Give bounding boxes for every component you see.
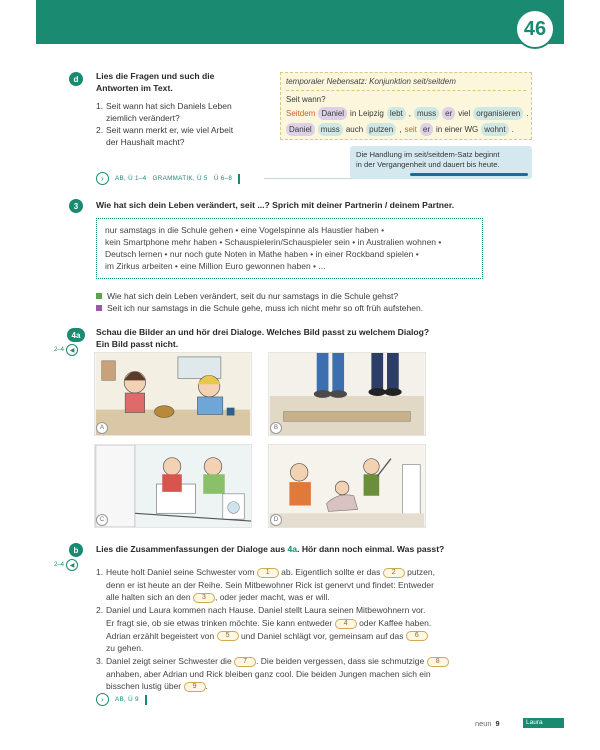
footer-label: Laura xyxy=(523,718,564,728)
living-room-scene-icon xyxy=(269,445,425,527)
gap-3[interactable]: 3 xyxy=(193,593,215,603)
summary-item: 3. Daniel zeigt seiner Schwester die 7 . Die beiden vergessen, dass sie schmutzige 8 anhaben, aber Adrian und Rick bleiben ganz cool. Die beiden Jungen machen sich ein bisschen lustig über 9 . xyxy=(96,655,481,693)
picture-b xyxy=(268,352,426,436)
task-3-marker: 3 xyxy=(69,199,83,213)
gap-2[interactable]: 2 xyxy=(383,568,405,578)
task-b-reference[interactable]: › AB, Ü 9 xyxy=(96,693,147,706)
purple-square-icon xyxy=(96,305,102,311)
phrase-line: Deutsch lernen • nur noch gute Noten in Mathe haben • in einer Rockband spielen • xyxy=(105,249,419,259)
arrow-right-icon: › xyxy=(96,693,109,706)
picture-label: B xyxy=(270,422,282,434)
grammar-sentence-1: Seitdem Daniel in Leipzig lebt , muss er viel organisieren . xyxy=(286,108,529,118)
question-item: 2. Seit wann merkt er, wie viel Arbeit der Haushalt macht? xyxy=(96,125,234,147)
bathroom-scene-icon xyxy=(95,445,251,527)
gap-8[interactable]: 8 xyxy=(427,657,449,667)
task-4a-marker: 4a xyxy=(67,328,85,342)
picture-a xyxy=(94,352,252,436)
phrase-line: kein Smartphone mehr haben • Schauspielerin/Schauspieler sein • in Australien wohnen • xyxy=(105,237,442,247)
header-band xyxy=(36,0,564,44)
grammar-sentence-2: Daniel muss auch putzen , seit er in einer WG wohnt . xyxy=(286,121,526,137)
arrow-right-icon: › xyxy=(96,172,109,185)
gap-1[interactable]: 1 xyxy=(257,568,279,578)
page-number: 46 xyxy=(515,9,555,49)
summary-list xyxy=(96,566,481,693)
grammar-box: temporaler Nebensatz: Konjunktion seit/seitdem Seit wann? Seitdem Daniel in Leipzig lebt , muss er viel organisieren . Daniel muss auch putzen , seit er in einer WG wohnt . xyxy=(280,72,532,140)
task-4a-title: Schau die Bilder an und hör drei Dialoge. Welches Bild passt zu welchem Dialog? Ein Bild passt nicht. xyxy=(96,327,430,349)
divider xyxy=(145,695,147,705)
page-footer: neun 9 xyxy=(475,719,500,728)
task-d-marker: d xyxy=(69,72,83,86)
picture-d xyxy=(268,444,426,528)
task-3-title: Wie hat sich dein Leben verändert, seit ...? Sprich mit deiner Partnerin / deinem Partner. xyxy=(96,200,455,210)
gap-7[interactable]: 7 xyxy=(234,657,256,667)
green-square-icon xyxy=(96,293,102,299)
task-d-questions xyxy=(96,100,266,148)
audio-track[interactable]: 2–4 ◀ xyxy=(54,344,78,356)
gap-6[interactable]: 6 xyxy=(406,631,428,641)
speaker-icon: ◀ xyxy=(66,344,78,356)
task-d-reference[interactable]: › AB, Ü 1–4 GRAMMATIK, Ü 5 Ü 6–8 xyxy=(96,172,240,185)
picture-label: A xyxy=(96,422,108,434)
divider xyxy=(238,174,240,184)
question-item: 1. Seit wann hat sich Daniels Leben ziemlich verändert? xyxy=(96,101,232,123)
speech-line-2: Seit ich nur samstags in die Schule gehe, muss ich nicht mehr so oft früh aufstehen. xyxy=(96,302,476,314)
task-d-title: Lies die Fragen und such die Antworten im Text. xyxy=(96,71,215,93)
gap-4[interactable]: 4 xyxy=(335,619,357,629)
summary-item: 1. Heute holt Daniel seine Schwester vom 1 ab. Eigentlich sollte er das 2 putzen, denn er ist heute an der Reihe. Sein Mitbewohner Rick ist genervt und findet: Entweder alle halten sich an den 3 , oder jeder macht, was er will. xyxy=(96,567,435,603)
door-feet-scene-icon xyxy=(269,353,425,435)
grammar-note: Die Handlung im seit/seitdem-Satz beginnt in der Vergangenheit und dauert bis heute. xyxy=(350,146,532,179)
gap-5[interactable]: 5 xyxy=(217,631,239,641)
task-b-marker: b xyxy=(69,543,83,557)
speech-line-1: Wie hat sich dein Leben verändert, seit du nur samstags in die Schule gehst? xyxy=(96,290,476,302)
gap-9[interactable]: 9 xyxy=(184,682,206,692)
phrase-box xyxy=(96,218,483,279)
note-underline xyxy=(410,173,528,176)
speaker-icon: ◀ xyxy=(66,559,78,571)
summary-item: 2. Daniel und Laura kommen nach Hause. Daniel stellt Laura seinen Mitbewohnern vor. Er fragt sie, ob sie etwas trinken möchte. Sie kann entweder 4 oder Kaffee haben. Adrian erzählt begeistert von 5 und Daniel schlägt vor, gemeinsam auf das 6 zu gehen. xyxy=(96,605,432,654)
picture-label: D xyxy=(270,514,282,526)
picture-c xyxy=(94,444,252,528)
kitchen-scene-icon xyxy=(95,353,251,435)
audio-track[interactable]: 2–4 ◀ xyxy=(54,559,78,571)
picture-label: C xyxy=(96,514,108,526)
phrase-line: nur samstags in die Schule gehen • eine Vogelspinne als Haustier haben • xyxy=(105,225,385,235)
task-b-title: Lies die Zusammenfassungen der Dialoge aus 4a. Hör dann noch einmal. Was passt? xyxy=(96,544,445,554)
phrase-line: im Zirkus arbeiten • eine Million Euro gewonnen haben • ... xyxy=(105,261,326,271)
